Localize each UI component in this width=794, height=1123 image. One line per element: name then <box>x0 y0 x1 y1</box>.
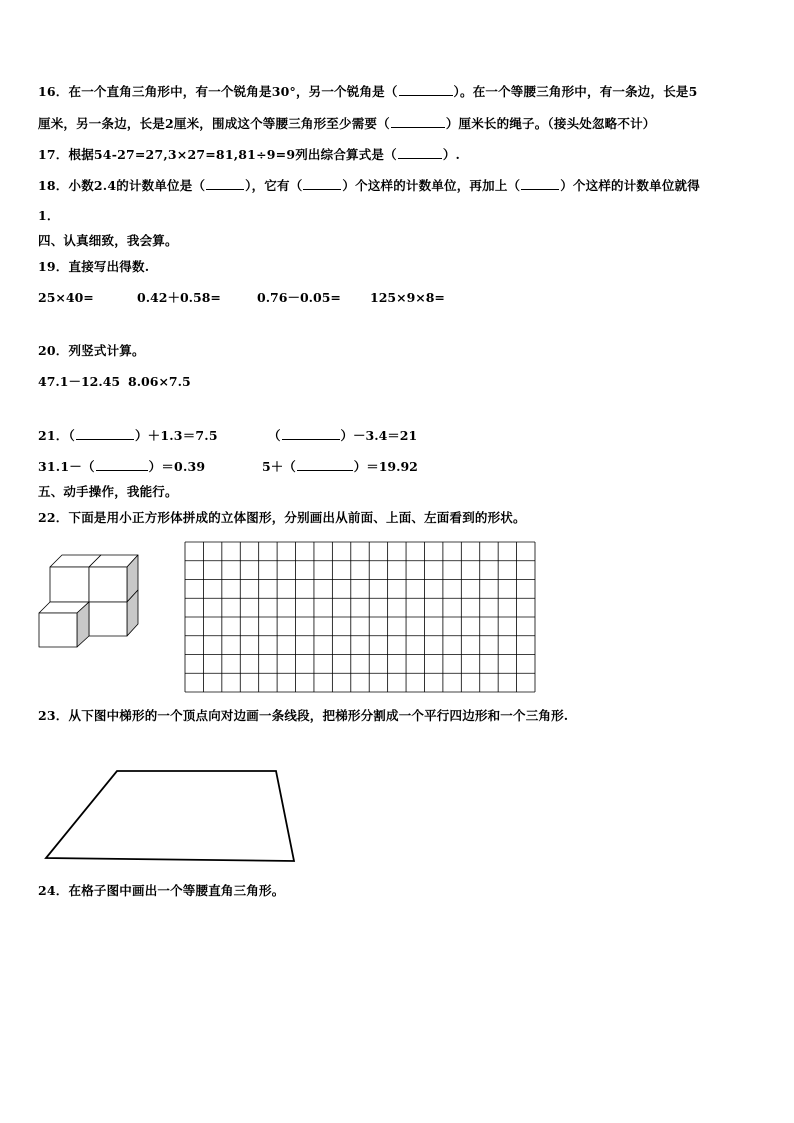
q21-blank-2[interactable] <box>282 427 340 440</box>
cube-bottom-left-front <box>39 613 77 647</box>
q21-blank-3[interactable] <box>96 458 148 471</box>
q16-line1 <box>38 83 698 100</box>
q23-title: 23．从下图中梯形的一个顶点向对边画一条线段，把梯形分割成一个平行四边形和一个三角形. <box>38 708 569 723</box>
q18-text-b: ），它有（ <box>245 178 303 193</box>
q20-title: 20．列竖式计算。 <box>38 343 145 358</box>
section-5-heading: 五、动手操作，我能行。 <box>38 484 178 499</box>
q17-text-a: 17．根据54-27=27,3×27=81,81÷9=9列出综合算式是（ <box>38 147 397 162</box>
q21-row1-right <box>268 427 417 444</box>
drawing-grid[interactable] <box>184 541 536 693</box>
q18-line1 <box>38 177 700 194</box>
q21-row2-right <box>262 458 418 475</box>
q19-item-3: 0.76－0.05= <box>257 290 341 305</box>
q21-row2-left <box>38 458 205 475</box>
q21-text-a1: 21．（ <box>38 428 75 443</box>
cube-bottom-right-front <box>89 602 127 636</box>
q16-text-2a: 厘米，另一条边，长是2厘米，围成这个等腰三角形至少需要（ <box>38 116 390 131</box>
q20-item-2: 8.06×7.5 <box>128 374 191 389</box>
q16-text-1b: ）。在一个等腰三角形中，有一条边，长是5 <box>453 84 698 99</box>
q16-line2 <box>38 115 655 132</box>
q18-blank-2[interactable] <box>303 177 341 190</box>
q19-item-4: 125×9×8= <box>370 290 445 305</box>
q21-text-c2: ）＝0.39 <box>148 459 206 474</box>
cube-top-left-front <box>50 567 89 602</box>
cube-stack-figure <box>36 552 146 650</box>
q17-line <box>38 146 460 163</box>
section-4-heading: 四、认真细致，我会算。 <box>38 233 178 248</box>
q17-blank[interactable] <box>398 146 442 159</box>
q18-text-c: ）个这样的计数单位，再加上（ <box>342 178 521 193</box>
q21-blank-4[interactable] <box>297 458 353 471</box>
q19-item-2: 0.42＋0.58= <box>137 290 221 305</box>
q21-text-a2: ）＋1.3＝7.5 <box>134 428 218 443</box>
q16-text-2b: ）厘米长的绳子。（接头处忽略不计） <box>445 116 656 131</box>
q21-text-d1: 5＋（ <box>262 459 296 474</box>
q21-blank-1[interactable] <box>76 427 134 440</box>
trapezoid-figure[interactable] <box>40 765 302 865</box>
q19-item-1: 25×40= <box>38 290 94 305</box>
q18-line2: 1． <box>38 208 60 223</box>
cube-top-right-front <box>89 567 127 602</box>
q16-blank-2[interactable] <box>391 115 445 128</box>
q21-text-d2: ）＝19.92 <box>353 459 418 474</box>
q17-text-b: ）. <box>442 147 461 162</box>
q18-blank-1[interactable] <box>206 177 244 190</box>
q21-text-b2: ）－3.4＝21 <box>340 428 418 443</box>
q18-blank-3[interactable] <box>521 177 559 190</box>
q16-blank-1[interactable] <box>399 83 453 96</box>
q21-text-b1: （ <box>268 428 281 443</box>
q18-text-d: ）个这样的计数单位就得 <box>560 178 700 193</box>
q22-title: 22．下面是用小正方形体拼成的立体图形，分别画出从前面、上面、左面看到的形状。 <box>38 510 526 525</box>
q24-title: 24．在格子图中画出一个等腰直角三角形。 <box>38 883 285 898</box>
q21-row1-left <box>38 427 218 444</box>
q16-text-1a: 16．在一个直角三角形中，有一个锐角是30°，另一个锐角是（ <box>38 84 398 99</box>
q21-text-c1: 31.1－（ <box>38 459 95 474</box>
q18-text-a: 18．小数2.4的计数单位是（ <box>38 178 206 193</box>
q20-item-1: 47.1－12.45 <box>38 374 121 389</box>
trapezoid-shape <box>46 771 294 861</box>
q19-title: 19．直接写出得数. <box>38 259 150 274</box>
